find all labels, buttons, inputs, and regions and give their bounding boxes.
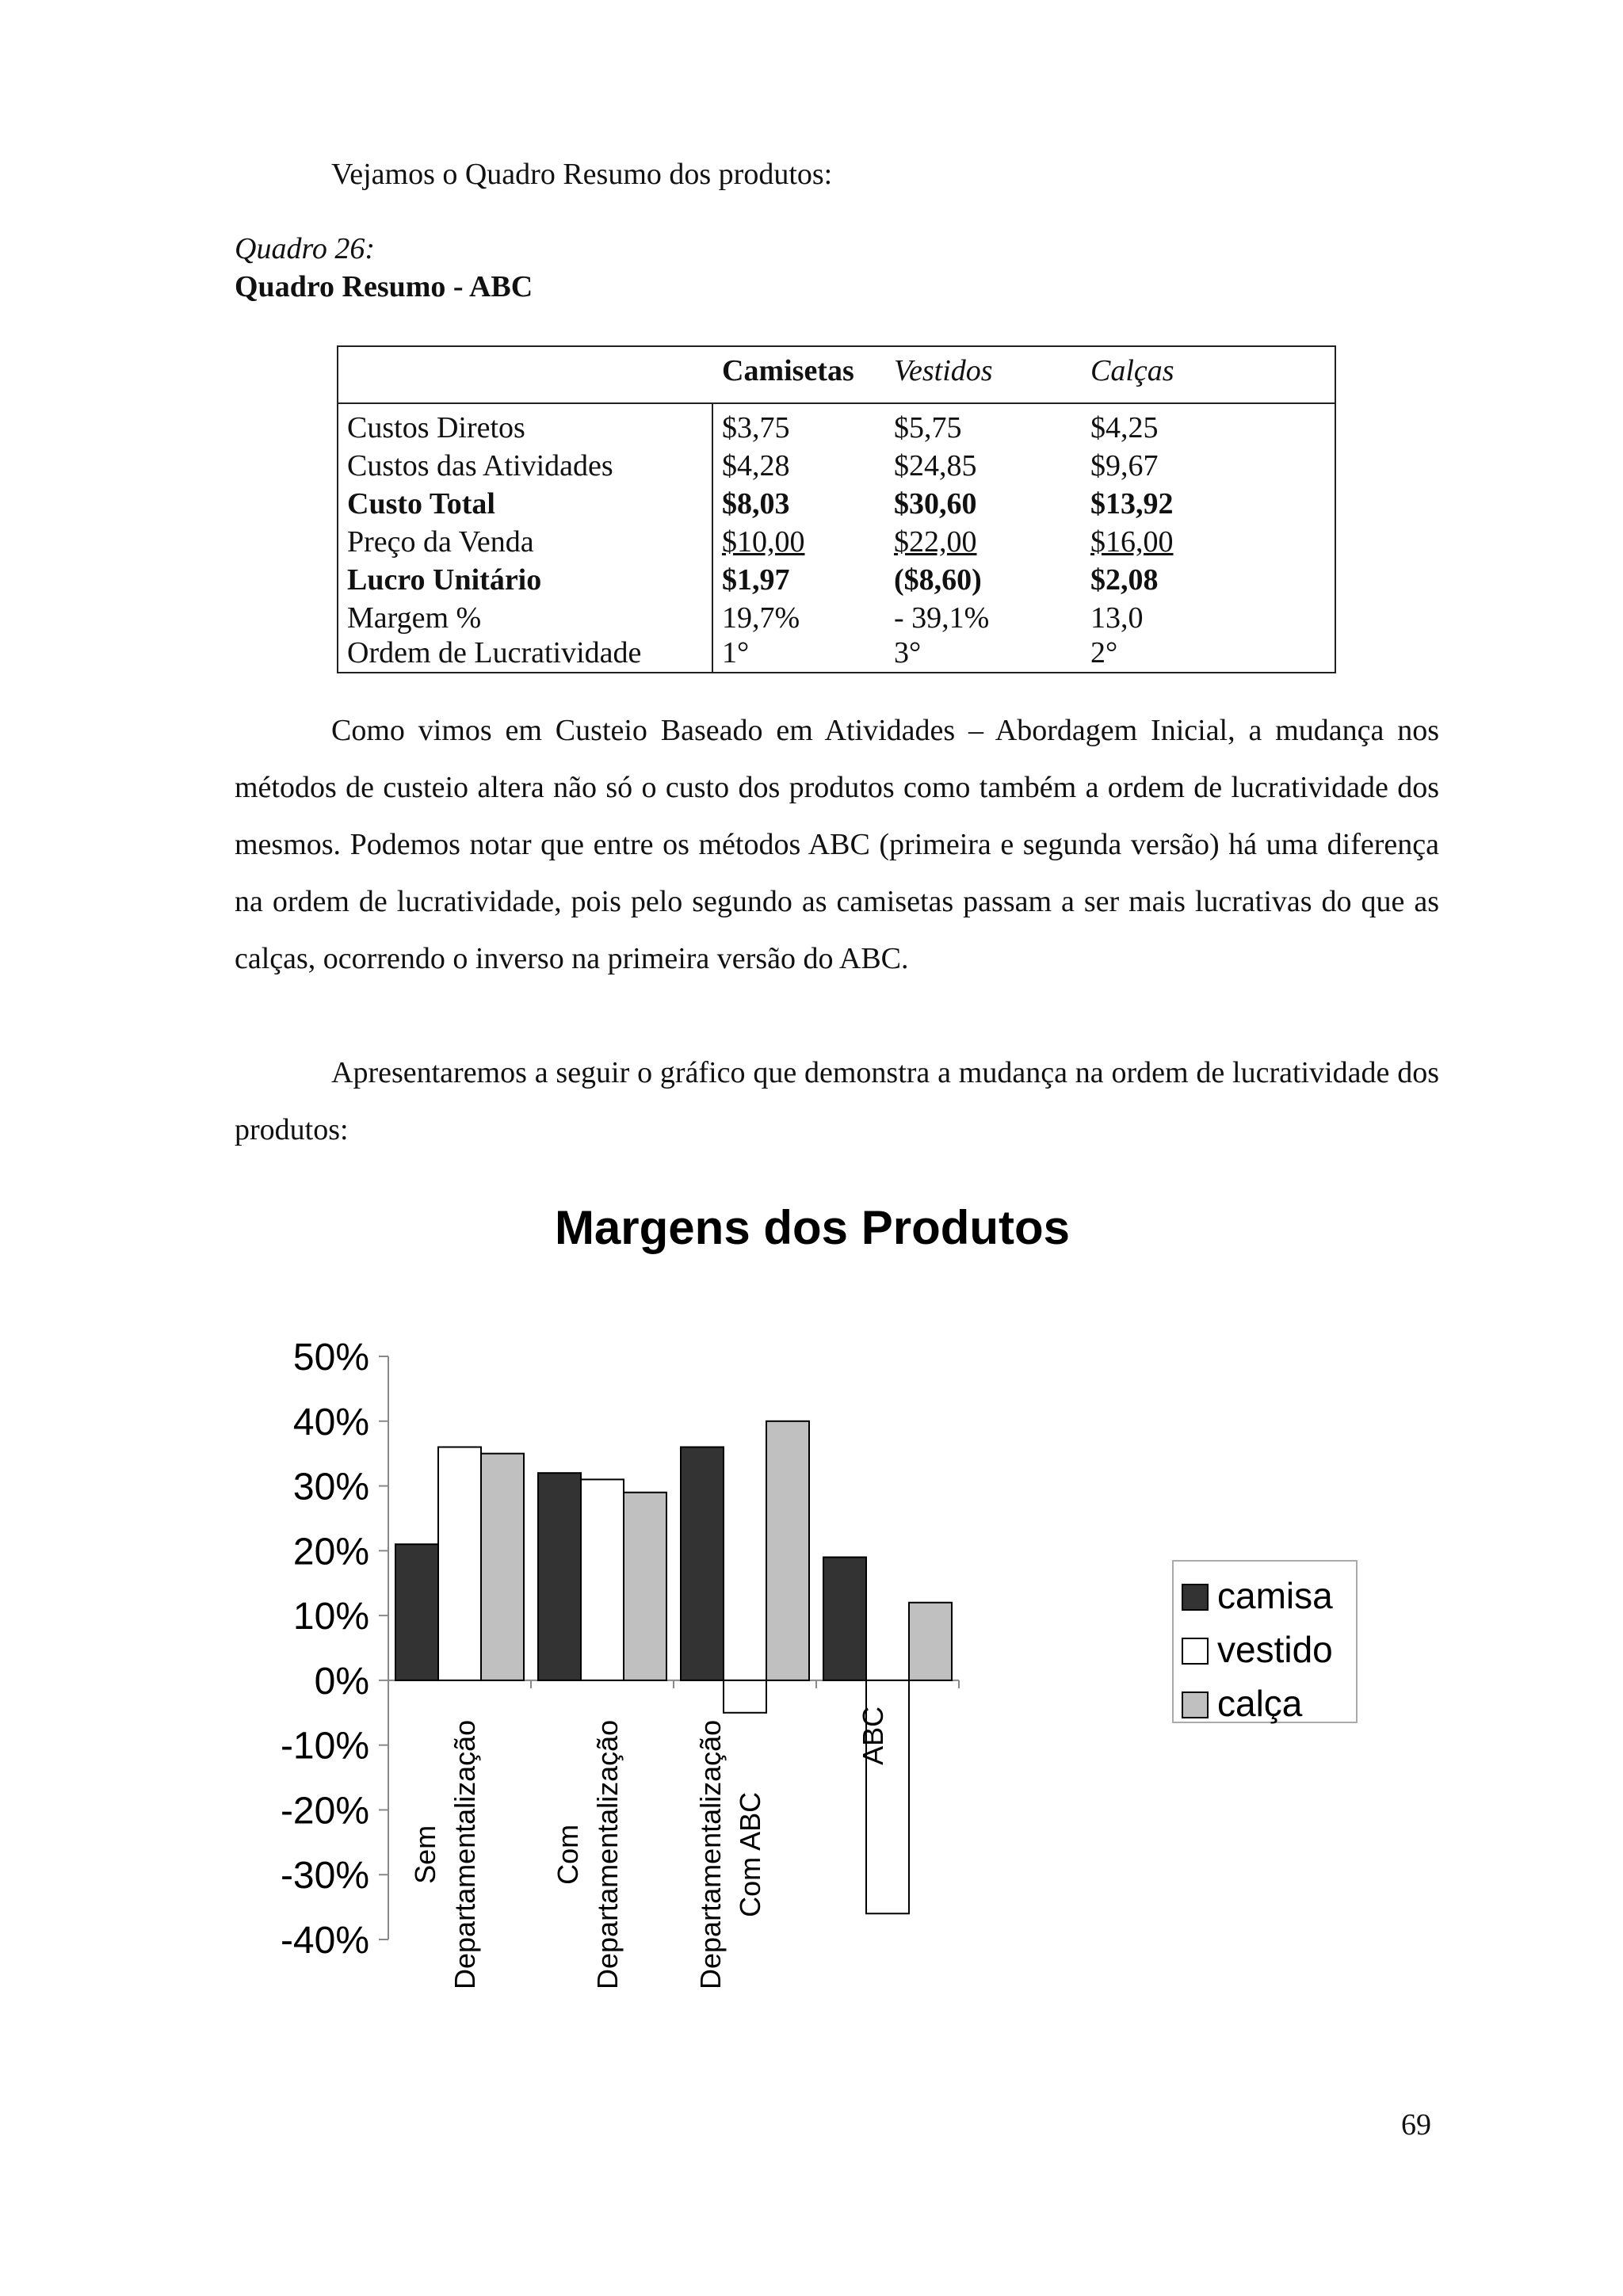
x-category-label: Sem	[409, 1825, 441, 1884]
legend-label-vestido: vestido	[1217, 1629, 1333, 1670]
table-cell: $8,03	[722, 487, 790, 521]
page-number: 69	[1401, 2108, 1431, 2142]
table-cell: $5,75	[894, 411, 962, 444]
intro-text: Vejamos o Quadro Resumo dos produtos:	[331, 158, 833, 191]
margins-chart	[222, 1180, 1395, 2012]
table-cell: $1,97	[722, 563, 790, 597]
x-category-label: Com ABC	[734, 1791, 766, 1917]
table-cell: $22,00	[894, 525, 977, 559]
row-label: Lucro Unitário	[347, 563, 542, 597]
legend-swatch-vestido	[1182, 1638, 1208, 1664]
row-label: Margem %	[347, 601, 482, 635]
y-tick-label: 10%	[292, 1596, 369, 1638]
table-header-divider	[338, 402, 1335, 404]
table-cell: 13,0	[1090, 601, 1144, 635]
table-cell: $9,67	[1090, 449, 1159, 482]
y-tick-label: -10%	[280, 1725, 369, 1768]
col-header-calcas: Calças	[1090, 354, 1174, 387]
bar-camisa	[681, 1447, 724, 1680]
table-cell: 19,7%	[722, 601, 800, 635]
table-cell: $3,75	[722, 411, 790, 444]
row-label: Custos Diretos	[347, 411, 525, 444]
col-header-camisetas: Camisetas	[722, 354, 854, 387]
y-tick-label: 20%	[292, 1531, 369, 1573]
body-paragraph-2: Apresentaremos a seguir o gráfico que demonstra a mudança na ordem de lucratividade dos produtos:	[235, 1056, 1439, 1146]
row-label: Custos das Atividades	[347, 449, 613, 482]
bar-vestido	[581, 1479, 624, 1680]
table-cell: $4,25	[1090, 411, 1159, 444]
x-category-label: ABC	[857, 1706, 889, 1765]
bar-calça	[766, 1421, 809, 1680]
col-header-vestidos: Vestidos	[894, 354, 993, 387]
y-tick-label: 50%	[292, 1337, 369, 1379]
table-cell: $16,00	[1090, 525, 1174, 559]
chart-legend	[1173, 1561, 1357, 1724]
bar-camisa	[823, 1558, 866, 1680]
table-cell: $4,28	[722, 449, 790, 482]
bar-calça	[481, 1454, 524, 1680]
table-cell: $24,85	[894, 449, 977, 482]
row-label: Preço da Venda	[347, 525, 534, 559]
table-cell: 1°	[722, 636, 750, 669]
table-cell: 2°	[1090, 636, 1118, 669]
table-cell: $30,60	[894, 487, 977, 521]
bar-vestido	[724, 1680, 766, 1713]
y-tick-label: -20%	[280, 1790, 369, 1833]
y-tick-label: -30%	[280, 1855, 369, 1897]
summary-table	[337, 345, 1336, 673]
table-cell: $13,92	[1090, 487, 1174, 521]
y-tick-label: 40%	[292, 1401, 369, 1444]
table-cell: $10,00	[722, 525, 805, 559]
quadro-title: Quadro Resumo - ABC	[235, 270, 533, 303]
row-label: Ordem de Lucratividade	[347, 636, 642, 669]
bar-calça	[624, 1493, 666, 1680]
bar-camisa	[538, 1473, 581, 1680]
quadro-caption: Quadro 26:	[235, 232, 375, 265]
x-category-label: Com	[552, 1824, 584, 1885]
row-label: Custo Total	[347, 487, 495, 521]
y-tick-label: 30%	[292, 1466, 369, 1508]
legend-label-camisa: camisa	[1217, 1575, 1333, 1616]
legend-swatch-camisa	[1182, 1585, 1208, 1610]
x-category-label: Departamentalização	[591, 1719, 624, 1989]
table-cell: $2,08	[1090, 563, 1159, 597]
x-category-label: Departamentalização	[694, 1719, 727, 1989]
table-cell: ($8,60)	[894, 563, 982, 597]
table-column-divider	[712, 402, 713, 672]
bar-camisa	[395, 1544, 438, 1680]
y-tick-label: 0%	[314, 1660, 369, 1703]
table-cell: 3°	[894, 636, 922, 669]
chart-title: Margens dos Produtos	[554, 1201, 1071, 1254]
legend-swatch-calça	[1182, 1692, 1208, 1718]
body-paragraph-1: Como vimos em Custeio Baseado em Atividades – Abordagem Inicial, a mudança nos métodos de custeio altera não só o custo dos produtos como também a ordem de lucratividade dos mesmos. Podemos notar que entre os métodos ABC (primeira e segunda versão) há uma diferença na ordem de lucratividade, pois pelo segundo as camisetas passam a ser mais lucrativas do que as calças, ocorrendo o inverso na primeira versão do ABC.	[235, 714, 1439, 975]
x-category-label: Departamentalização	[449, 1719, 481, 1989]
plot-area	[281, 1337, 959, 1989]
bar-calça	[909, 1603, 952, 1680]
bar-vestido	[438, 1447, 481, 1680]
legend-label-calça: calça	[1217, 1683, 1303, 1724]
y-tick-label: -40%	[280, 1920, 369, 1962]
table-cell: - 39,1%	[894, 601, 990, 635]
